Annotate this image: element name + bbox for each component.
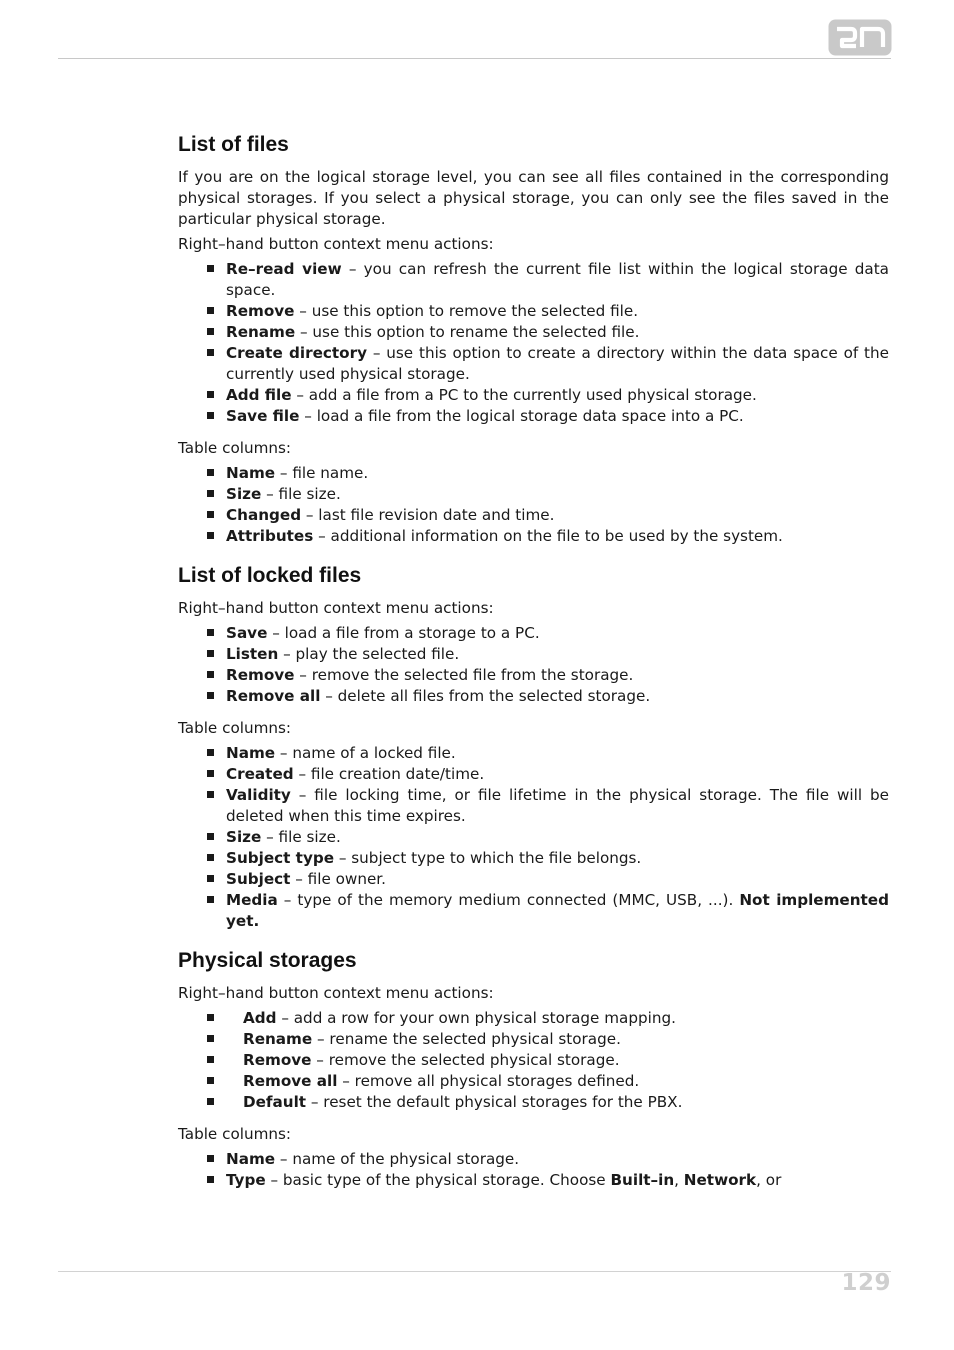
table-columns-label: Table columns: [178, 439, 292, 457]
list-item: Add file – add a file from a PC to the currently used physical storage. [178, 385, 889, 406]
section-heading-list-of-files: List of files [178, 133, 289, 156]
list-item: Add – add a row for your own physical storage mapping. [178, 1008, 889, 1029]
list-item: Re–read view – you can refresh the current file list within the logical storage data space. [178, 259, 889, 301]
list-item: Rename – use this option to rename the selected file. [178, 322, 889, 343]
list-item: Created – file creation date/time. [178, 764, 889, 785]
list-item: Save file – load a file from the logical storage data space into a PC. [178, 406, 889, 427]
list-item: Default – reset the default physical storages for the PBX. [178, 1092, 889, 1113]
table-columns-label: Table columns: [178, 1125, 292, 1143]
menu-actions-label: Right–hand button context menu actions: [178, 599, 494, 617]
list-item: Name – name of the physical storage. [178, 1149, 889, 1170]
document-body [178, 130, 889, 1191]
footer-rule [58, 1271, 891, 1272]
list-item: Name – file name. [178, 463, 889, 484]
list-item: Save – load a file from a storage to a PC. [178, 623, 889, 644]
list-item: Size – file size. [178, 827, 889, 848]
section-heading-list-of-locked-files: List of locked files [178, 564, 362, 587]
list-item: Remove all – remove all physical storages defined. [178, 1071, 889, 1092]
list-item: Attributes – additional information on the file to be used by the system. [178, 526, 889, 547]
list-item: Remove – remove the selected file from the storage. [178, 665, 889, 686]
physical-menu-list [178, 1008, 889, 1113]
list-item: Media – type of the memory medium connected (MMC, USB, ...). Not implemented yet. [178, 890, 889, 932]
list-item: Remove – remove the selected physical storage. [178, 1050, 889, 1071]
list-item: Size – file size. [178, 484, 889, 505]
files-menu-list [178, 259, 889, 427]
list-item: Remove all – delete all files from the selected storage. [178, 686, 889, 707]
2n-logo [828, 19, 892, 56]
menu-actions-label: Right–hand button context menu actions: [178, 235, 494, 253]
intro-paragraph: If you are on the logical storage level, you can see all files contained in the corresponding physical storages. If you select a physical storage, you can only see the files saved in the particular physical storage. [178, 168, 889, 228]
locked-menu-list [178, 623, 889, 707]
header-rule [58, 58, 891, 59]
list-item: Listen – play the selected file. [178, 644, 889, 665]
list-item: Remove – use this option to remove the selected file. [178, 301, 889, 322]
list-item: Validity – file locking time, or file lifetime in the physical storage. The file will be deleted when this time expires. [178, 785, 889, 827]
page-number: 129 [841, 1270, 891, 1296]
menu-actions-label: Right–hand button context menu actions: [178, 984, 494, 1002]
section-heading-physical-storages: Physical storages [178, 949, 357, 972]
list-item: Name – name of a locked file. [178, 743, 889, 764]
list-item: Create directory – use this option to create a directory within the data space of the currently used physical storage. [178, 343, 889, 385]
list-item: Rename – rename the selected physical storage. [178, 1029, 889, 1050]
physical-columns-list [178, 1149, 889, 1191]
list-item: Subject type – subject type to which the file belongs. [178, 848, 889, 869]
files-columns-list [178, 463, 889, 547]
table-columns-label: Table columns: [178, 719, 292, 737]
list-item: Subject – file owner. [178, 869, 889, 890]
locked-columns-list [178, 743, 889, 932]
list-item: Type – basic type of the physical storage. Choose Built–in, Network, or [178, 1170, 889, 1191]
list-item: Changed – last file revision date and time. [178, 505, 889, 526]
